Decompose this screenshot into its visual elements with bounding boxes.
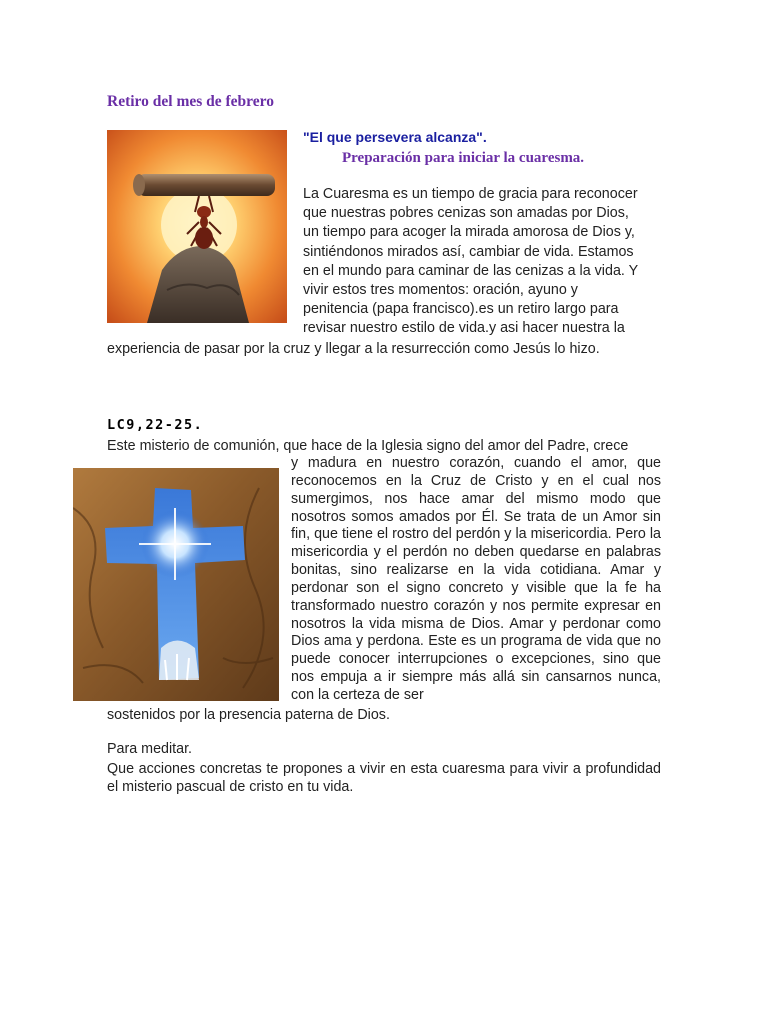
intro-line: un tiempo para acoger la mirada amorosa de Dios y, <box>303 224 635 241</box>
intro-line: penitencia (papa francisco).es un retiro largo para <box>303 301 619 318</box>
scripture-reference: LC9,22-25. <box>107 417 204 433</box>
reading-paragraph-tail: sostenidos por la presencia paterna de Dios. <box>107 707 390 723</box>
meditation-text: Que acciones concretas te propones a vivir en esta cuaresma para vivir a profundidad el misterio pascual de cristo en tu vida. <box>107 761 661 795</box>
page-title: Retiro del mes de febrero <box>107 93 275 110</box>
intro-paragraph-tail: experiencia de pasar por la cruz y llegar a la resurrección como Jesús lo hizo. <box>107 341 600 357</box>
intro-line: La Cuaresma es un tiempo de gracia para reconocer <box>303 186 638 202</box>
intro-line: revisar nuestro estilo de vida.y asi hacer nuestra la <box>303 320 625 337</box>
intro-paragraph <box>303 185 648 339</box>
ant-carrying-log-image <box>107 130 287 323</box>
cross-in-rock-image <box>73 468 279 701</box>
intro-line: sintiéndonos mirados así, cambiar de vida. Estamos <box>303 243 634 260</box>
subtitle: Preparación para iniciar la cuaresma. <box>342 150 585 166</box>
reading-paragraph: y madura en nuestro corazón, cuando el amor, que reconocemos en la Cruz de Cristo y en el cual nos sumergimos, nos hace amar del mismo modo que nosotros somos amados por Él. Se trata de un Amor sin fin, que tiene el rostro del perdón y la misericordia. Pero la misericordia y el perdón no deben quedarse en palabras bonitas, sino realizarse en la vida cotidiana. Amar y perdonar son el signo concreto y visible que la fe ha transformado nuestro corazón y nos permite expresar en nosotros la vida misma de Dios. Amar y perdonar como Dios ama y perdona. Este es un programa de vida que no puede conocer interrupciones o excepciones, sino que nos empuja a ir siempre más allá sin cansarnos nunca, con la certeza de ser <box>291 455 661 703</box>
motto: "El que persevera alcanza". <box>303 129 487 145</box>
meditation-heading: Para meditar. <box>107 741 193 757</box>
intro-line: que nuestras pobres cenizas son amadas por Dios, <box>303 205 629 222</box>
intro-line: en el mundo para caminar de las cenizas a la vida. Y <box>303 262 639 279</box>
reading-first-line: Este misterio de comunión, que hace de la Iglesia signo del amor del Padre, crece <box>107 438 629 454</box>
intro-line: vivir estos tres momentos: oración, ayuno y <box>303 282 578 299</box>
